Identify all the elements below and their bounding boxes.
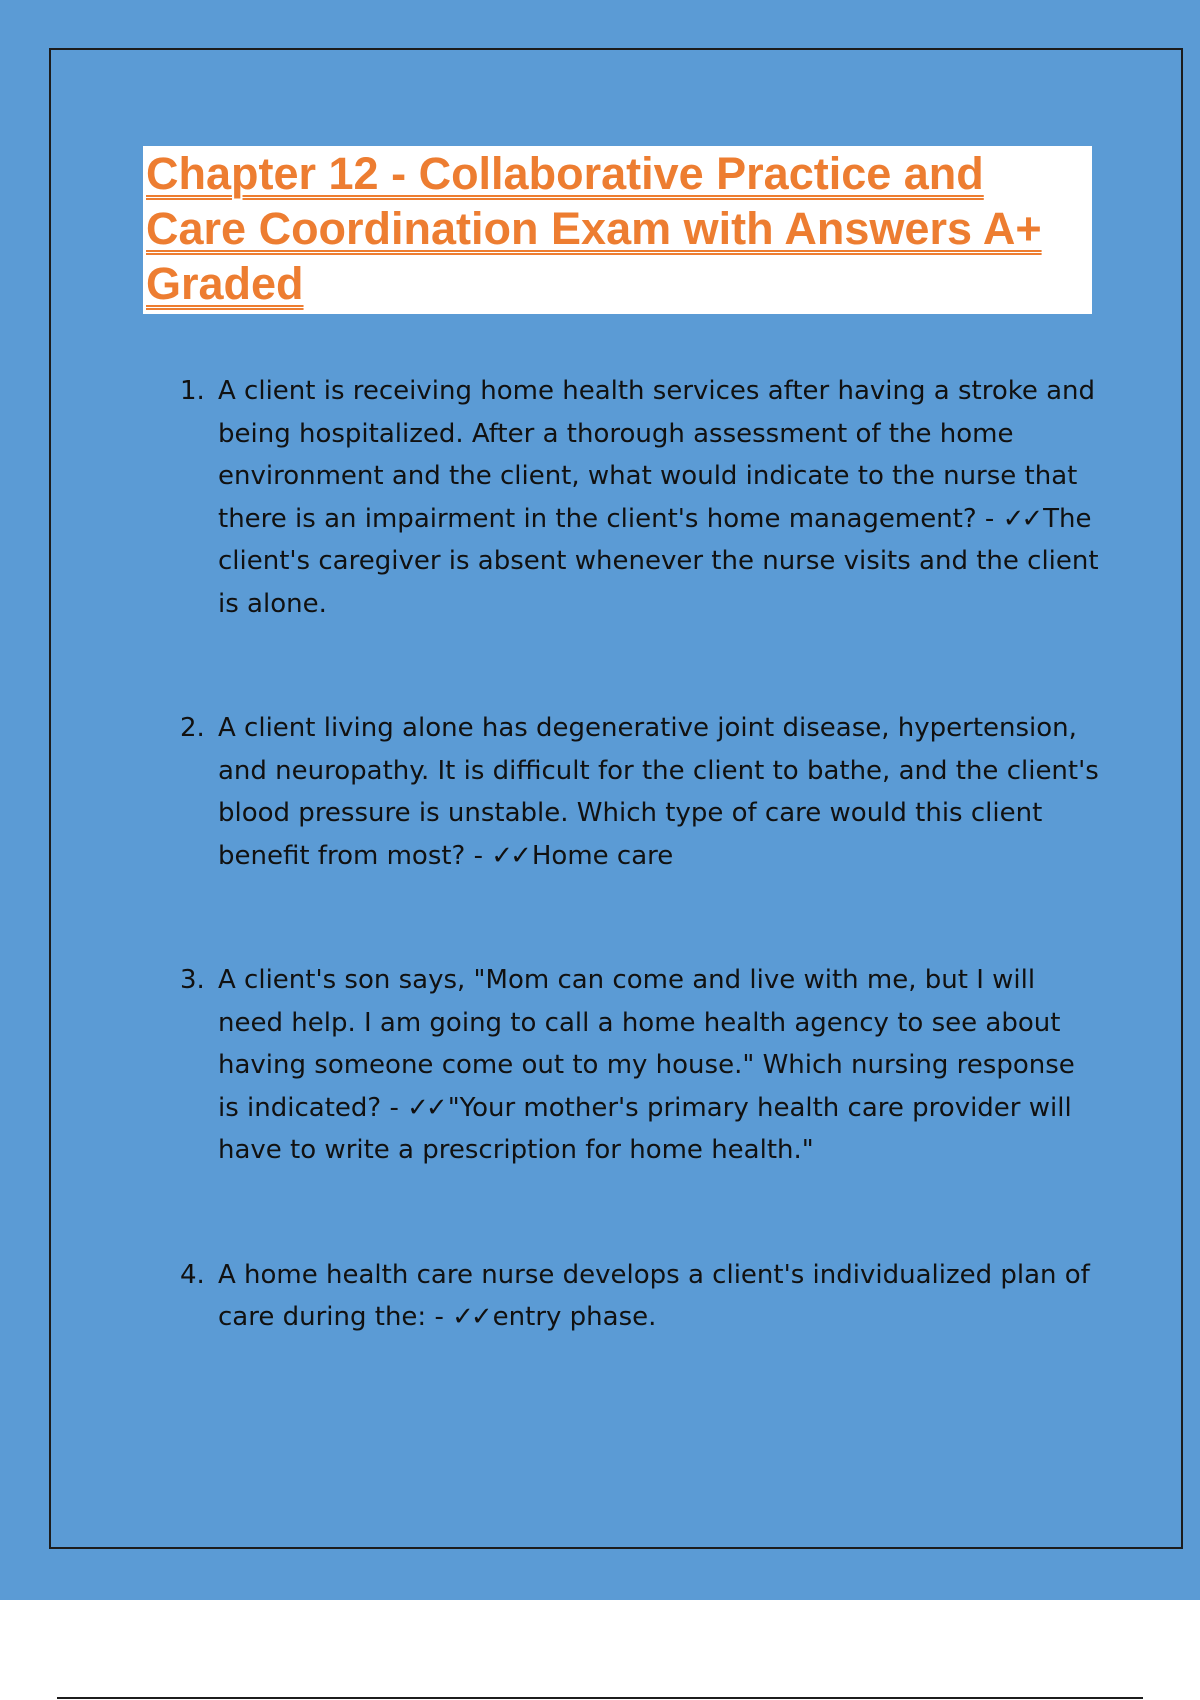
question-text: A home health care nurse develops a client's individualized plan of care during the: - <box>218 1259 1090 1332</box>
question-number: 4. <box>180 1259 205 1290</box>
question-text: A client living alone has degenerative joint disease, hypertension, and neuropathy. It is difficult for the client to bathe, and the client's blood pressure is unstable. Which type of care would this client benefit from most? - <box>218 713 1099 871</box>
question-body <box>218 707 1100 877</box>
document-title: Chapter 12 - Collaborative Practice and Care Coordination Exam with Answers A+ Graded <box>146 148 1042 309</box>
question-item <box>180 1254 1100 1339</box>
question-body <box>218 1254 1100 1339</box>
question-item <box>180 707 1100 877</box>
double-check-icon: ✓✓ <box>491 840 529 871</box>
answer-text: entry phase. <box>492 1302 657 1332</box>
question-text: A client's son says, "Mom can come and live with me, but I will need help. I am going to call a home health agency to see about having someone come out to my house." Which nursing response is indicated? - <box>218 965 1075 1123</box>
question-body <box>218 370 1100 625</box>
answer-text: Home care <box>531 840 674 871</box>
footer-divider <box>57 1697 1143 1699</box>
double-check-icon: ✓✓ <box>1002 503 1041 534</box>
question-number: 1. <box>180 376 205 406</box>
question-number: 3. <box>180 965 205 995</box>
double-check-icon: ✓✓ <box>407 1092 445 1123</box>
question-item <box>180 959 1100 1172</box>
question-number: 2. <box>180 713 205 743</box>
question-item <box>180 370 1100 625</box>
title-box <box>143 146 1092 314</box>
answer-text: The client's caregiver is absent whenever the nurse visits and the client is alone. <box>218 503 1099 619</box>
answer-text: "Your mother's primary health care provider will have to write a prescription for home health." <box>218 1092 1072 1165</box>
question-list <box>180 370 1100 1421</box>
question-body <box>218 959 1100 1172</box>
question-text: A client is receiving home health services after having a stroke and being hospitalized. After a thorough assessment of the home environment and the client, what would indicate to the nurse that there is an impairment in the client's home management? - <box>218 376 1096 534</box>
double-check-icon: ✓✓ <box>452 1302 490 1332</box>
